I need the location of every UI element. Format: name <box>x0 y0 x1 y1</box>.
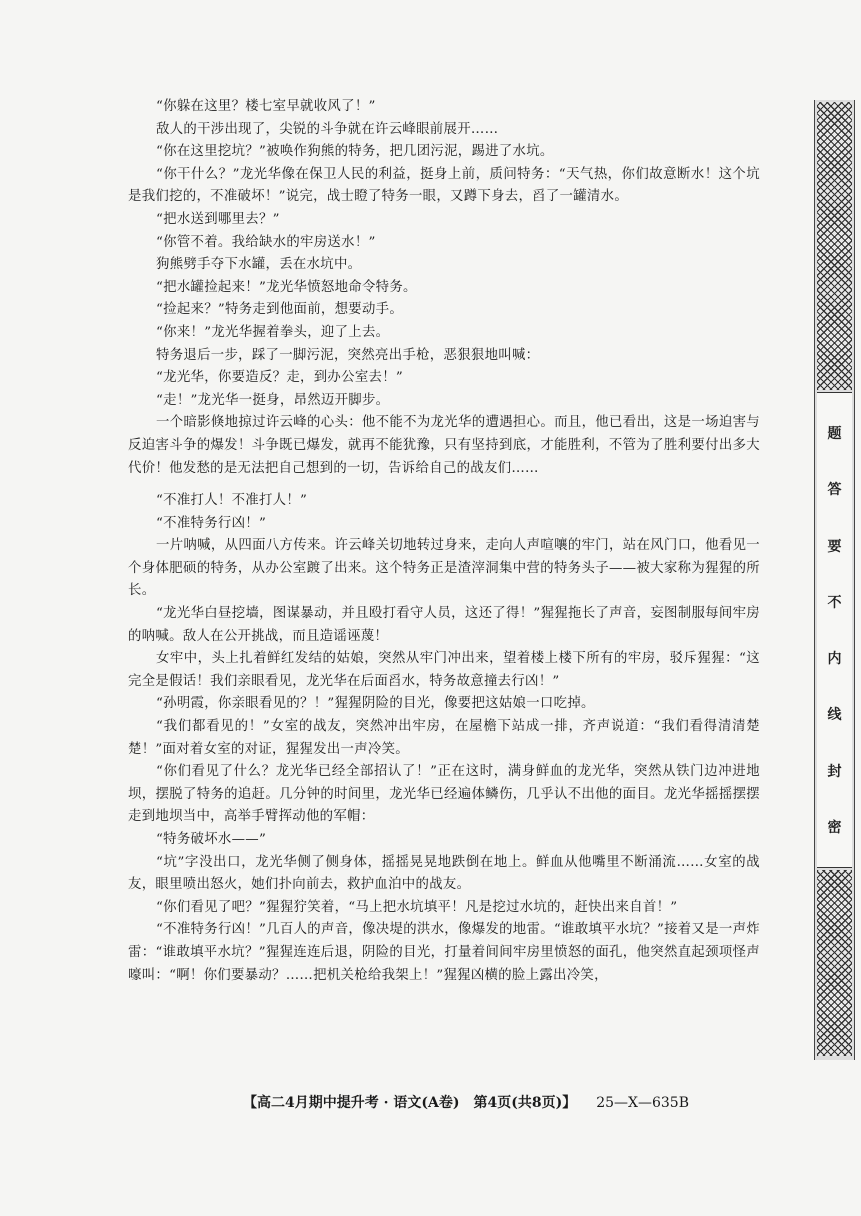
paragraph: 狗熊劈手夺下水罐，丢在水坑中。 <box>156 257 362 273</box>
paragraph: “你在这里挖坑？”被唤作狗熊的特务，把几团污泥，踢进了水坑。 <box>156 144 554 160</box>
paragraph: 特务退后一步，踩了一脚污泥，突然亮出手枪，恶狠狠地叫喊： <box>156 347 540 363</box>
page-footer <box>243 1092 763 1112</box>
paragraph: “捡起来？”特务走到他面前，想要动手。 <box>156 302 404 318</box>
decorative-border-pattern <box>817 102 852 390</box>
footer-label: 【高二4月期中提升考 · 语文(A卷) 第4页(共8页)】 <box>243 1095 577 1111</box>
paragraph: “你们看见了什么？龙光华已经全部招认了！”正在这时，满身鲜血的龙光华，突然从铁门边冲进地坝，摆脱了特务的追赶。几分钟的时间里，龙光华已经遍体鳞伤，几乎认不出他的面目。龙光华摇摇摆摆走到地坝当中，高举手臂挥动他的军帽： <box>128 764 760 825</box>
paragraph: “龙光华白昼挖墙，图谋暴动，并且殴打看守人员，这还了得！”猩猩拖长了声音，妄图制服每间牢房的呐喊。敌人在公开挑战，而且造谣诬蔑！ <box>128 606 760 644</box>
decorative-border-pattern <box>817 870 852 1056</box>
paragraph: “你躲在这里？楼七室早就收风了！” <box>156 99 376 114</box>
binding-margin-strip <box>814 100 855 1060</box>
paragraph: “走！”龙光华一挺身，昂然迈开脚步。 <box>156 392 390 408</box>
seal-line-char: 题 <box>827 426 842 443</box>
seal-line-char: 答 <box>827 482 842 499</box>
paragraph: 敌人的干涉出现了，尖锐的斗争就在许云峰眼前展开…… <box>156 121 499 137</box>
passage-text <box>128 96 760 987</box>
seal-line-char: 密 <box>827 819 842 836</box>
paragraph: “孙明霞，你亲眼看见的？！”猩猩阴险的目光，像要把这姑娘一口吃掉。 <box>156 696 595 712</box>
paragraph: “坑”字没出口，龙光华侧了侧身体，摇摇晃晃地跌倒在地上。鲜血从他嘴里不断涌流……女室的战友，眼里喷出怒火，她们扑向前去，救护血泊中的战友。 <box>128 854 760 893</box>
paragraph: “不准打人！不准打人！” <box>156 493 308 509</box>
seal-line-char: 要 <box>827 538 842 555</box>
paragraph: “你们看见了吧？”猩猩狞笑着，“马上把水坑填平！凡是挖过水坑的，赶快出来自首！” <box>156 899 678 915</box>
paragraph: “不准特务行凶！”几百人的声音，像决堤的洪水，像爆发的地雷。“谁敢填平水坑？”接着又是一声炸雷：“谁敢填平水坑？”猩猩连连后退，阴险的目光，打量着间间牢房里愤怒的面孔，他突然直起颈项怪声嚎叫：“啊！你们要暴动？……把机关枪给我架上！”猩猩凶横的脸上露出冷笑， <box>128 922 760 983</box>
paragraph: 女牢中，头上扎着鲜红发结的姑娘，突然从牢门冲出来，望着楼上楼下所有的牢房，驳斥猩猩：“这完全是假话！我们亲眼看见，龙光华在后面舀水，特务故意撞去行凶！” <box>128 651 760 689</box>
paragraph: 一片呐喊，从四面八方传来。许云峰关切地转过身来，走向人声喧嚷的牢门，站在风门口，他看见一个身体肥硕的特务，从办公室踱了出来。这个特务正是渣滓洞集中营的特务头子——被大家称为猩猩的所长。 <box>128 538 760 599</box>
paragraph: “特务破坏水——” <box>156 832 267 847</box>
seal-line-char: 封 <box>827 763 842 780</box>
seal-line-char: 不 <box>827 594 842 611</box>
paragraph: “把水送到哪里去？” <box>156 211 280 227</box>
exam-code: 25—X—635B <box>596 1095 689 1111</box>
paragraph: “不准特务行凶！” <box>156 515 267 531</box>
paragraph: “把水罐捡起来！”龙光华愤怒地命令特务。 <box>156 279 417 295</box>
paragraph: “龙光华，你要造反？走，到办公室去！” <box>156 370 404 386</box>
seal-line-char: 线 <box>827 707 842 724</box>
paragraph: “你来！”龙光华握着拳头，迎了上去。 <box>156 324 390 340</box>
paragraph: “你干什么？”龙光华像在保卫人民的利益，挺身上前，质问特务：“天气热，你们故意断水！这个坑是我们挖的，不准破坏！”说完，战士瞪了特务一眼，又蹲下身去，舀了一罐清水。 <box>128 166 760 205</box>
seal-line-char: 内 <box>827 651 842 668</box>
paragraph: “我们都看见的！”女室的战友，突然冲出牢房，在屋檐下站成一排，齐声说道：“我们看得清清楚楚！”面对着女室的对证，猩猩发出一声冷笑。 <box>128 719 760 757</box>
paragraph: 一个暗影倏地掠过许云峰的心头：他不能不为龙光华的遭遇担心。而且，他已看出，这是一场迫害与反迫害斗争的爆发！斗争既已爆发，就再不能犹豫，只有坚持到底，才能胜利，不管为了胜利要付出多大代价！他发愁的是无法把自己想到的一切，告诉给自己的战友们…… <box>128 415 760 476</box>
seal-line-notice <box>817 392 852 868</box>
paragraph: “你管不着。我给缺水的牢房送水！” <box>156 234 376 250</box>
